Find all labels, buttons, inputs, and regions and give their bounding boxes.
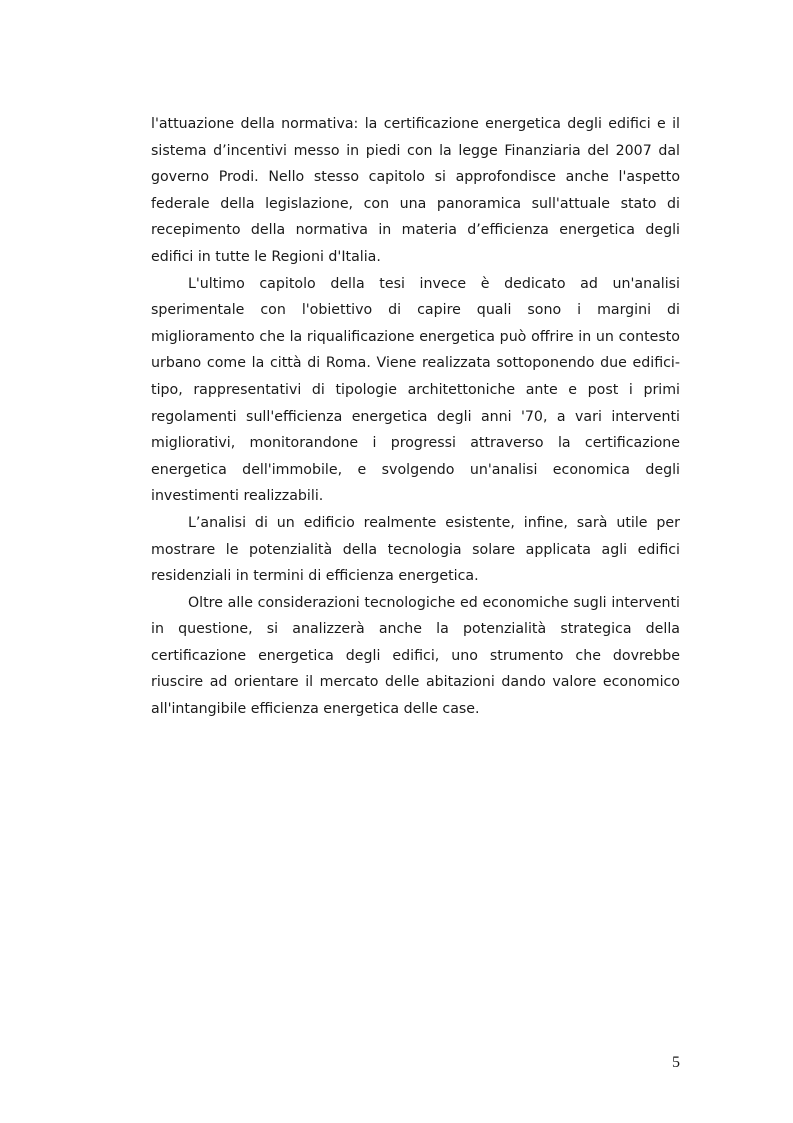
paragraph-last-chapter: L'ultimo capitolo della tesi invece è dedicato ad un'analisi sperimentale con l'obiettivo di capire quali sono i margini di miglioramento che la riqualificazione energetica può offrire in un contesto urbano come la città di Roma. Viene realizzata sottoponendo due edifici-tipo, rappresentativi di tipologie architettoniche ante e post i primi regolamenti sull'efficienza energetica degli anni '70, a vari interventi migliorativi, monitorandone i progressi attraverso la certificazione energetica dell'immobile, e svolgendo un'analisi economica degli investimenti realizzabili. — [151, 275, 680, 505]
page-number: 5 — [672, 1054, 680, 1071]
paragraph-continuation: l'attuazione della normativa: la certificazione energetica degli edifici e il sistema d’incentivi messo in piedi con la legge Finanziaria del 2007 dal governo Prodi. Nello stesso capitolo si approfondisce anche l'aspetto federale della legislazione, con una panoramica sull'attuale stato di recepimento della normativa in materia d’efficienza energetica degli edifici in tutte le Regioni d'Italia. — [151, 116, 680, 265]
paragraph-building-analysis: L’analisi di un edificio realmente esistente, infine, sarà utile per mostrare le potenzialità della tecnologia solare applicata agli edifici residenziali in termini di efficienza energetica. — [151, 514, 680, 585]
paragraph-strategic-potential: Oltre alle considerazioni tecnologiche ed economiche sugli interventi in questione, si analizzerà anche la potenzialità strategica della certificazione energetica degli edifici, uno strumento che dovrebbe riuscire ad orientare il mercato delle abitazioni dando valore economico all'intangibile efficienza energetica delle case. — [151, 594, 680, 718]
body-text — [151, 111, 680, 723]
